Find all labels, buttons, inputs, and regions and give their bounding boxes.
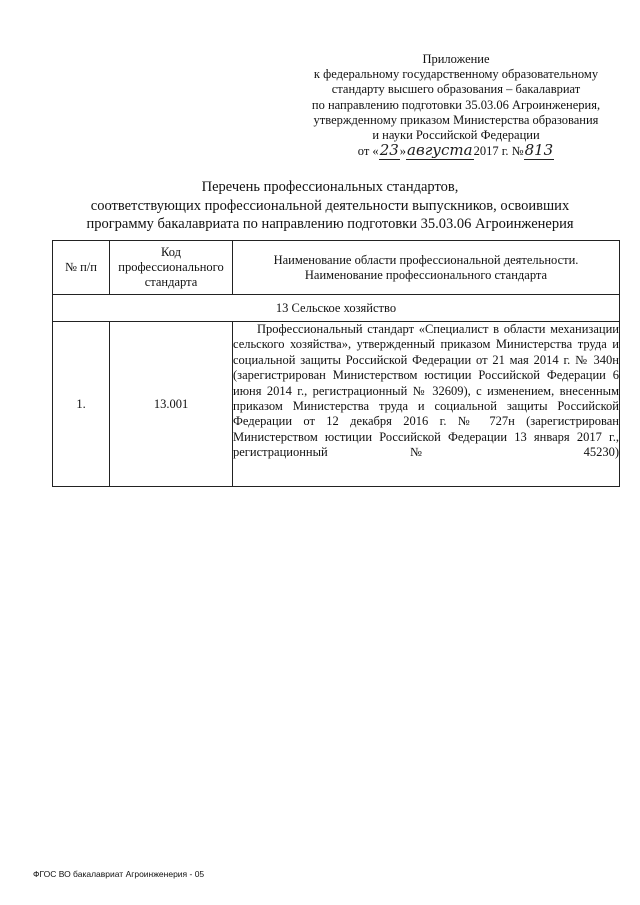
- date-day-handwritten: 23: [379, 141, 399, 160]
- order-number-handwritten: 813: [524, 141, 554, 160]
- header-code-line: стандарта: [144, 275, 198, 289]
- date-year: 2017 г. №: [473, 144, 524, 159]
- date-mid: »: [399, 144, 407, 159]
- document-title: [30, 178, 630, 234]
- appendix-line: и науки Российской Федерации: [372, 128, 540, 143]
- page-footer: ФГОС ВО бакалавриат Агроинженерия - 05: [33, 869, 205, 879]
- header-code: [110, 241, 233, 295]
- row-description: [233, 322, 620, 487]
- table-header-row: [53, 241, 620, 295]
- header-name: [233, 241, 620, 295]
- title-line: программу бакалавриата по направлению подготовки 35.03.06 Агроинженерия: [86, 216, 574, 232]
- appendix-line: утвержденному приказом Министерства образования: [313, 112, 599, 127]
- row-description-text: Профессиональный стандарт «Специалист в области механизации сельского хозяйства», утвержденный приказом Министерства труда и социальной защиты Российской Федерации от 21 мая 2014 г. № 340н (зарегистрирован Министерством юстиции Российской Федерации 6 июня 2014 г., регистрационный № 32609), с изменением, внесенным приказом Министерства труда и социальной защиты Российской Федерации от 12 декабря 2016 г. № 727н (зарегистрирован Министерством юстиции Российской Федерации 13 января 2017 г., регистрационный № 45230): [233, 322, 619, 460]
- header-name-line: Наименование профессионального стандарта: [304, 267, 548, 282]
- standards-table: [52, 240, 620, 487]
- header-code-line: профессионального: [118, 260, 224, 274]
- appendix-line: стандарту высшего образования – бакалавриат: [331, 82, 581, 97]
- section-label: 13 Сельское хозяйство: [53, 295, 620, 322]
- header-code-line: Код: [161, 245, 181, 259]
- appendix-header: [290, 52, 622, 159]
- header-name-line: Наименование области профессиональной деятельности.: [273, 252, 579, 267]
- appendix-line: Приложение: [422, 52, 490, 66]
- appendix-line: к федеральному государственному образовательному: [313, 67, 599, 82]
- section-row: [53, 295, 620, 322]
- header-number: № п/п: [53, 241, 110, 295]
- title-line: Перечень профессиональных стандартов,: [201, 179, 459, 195]
- date-month-handwritten: августа: [407, 141, 473, 160]
- row-number: 1.: [53, 322, 110, 487]
- row-code: 13.001: [110, 322, 233, 487]
- appendix-line: по направлению подготовки 35.03.06 Агроинженерия,: [311, 97, 601, 112]
- table-row: [53, 322, 620, 487]
- title-line: соответствующих профессиональной деятельности выпускников, освоивших: [90, 197, 570, 214]
- date-prefix: от «: [357, 144, 379, 159]
- order-date-line: [290, 143, 622, 159]
